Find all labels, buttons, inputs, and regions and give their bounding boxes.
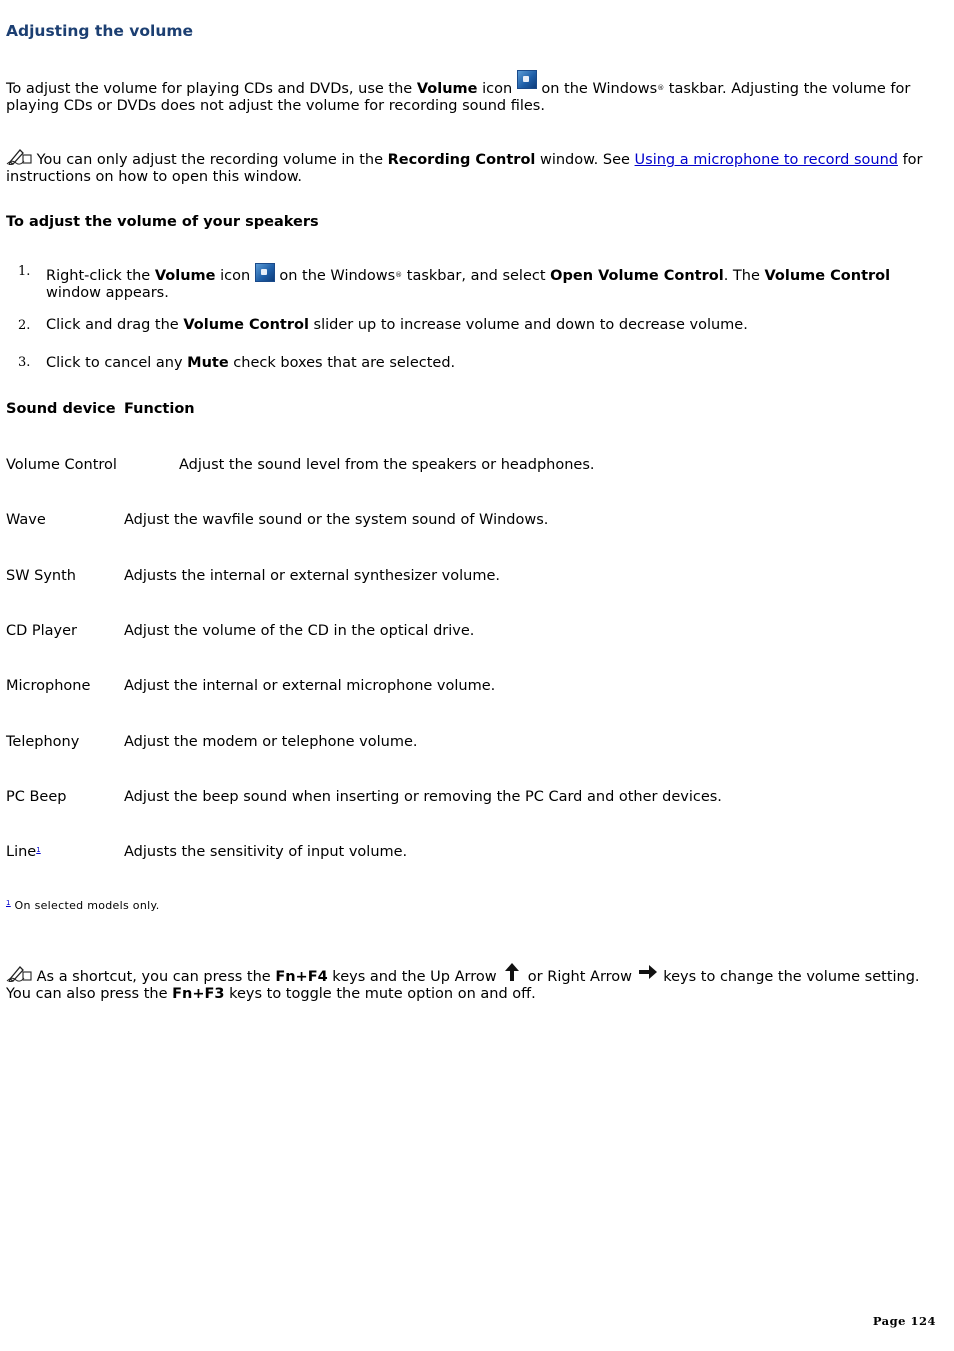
table-cell-device: Telephony xyxy=(6,734,80,750)
table-cell-device: CD Player xyxy=(6,623,78,639)
table-header-device: Sound device xyxy=(6,401,116,417)
step-number: 3. xyxy=(18,355,31,370)
footnote-link[interactable]: 1 xyxy=(36,846,41,854)
section-subheading: To adjust the volume of your speakers xyxy=(6,214,319,230)
table-cell-device: Volume Control xyxy=(6,457,117,473)
step-2: Click and drag the Volume Control slider up to increase volume and down to decrease volume. xyxy=(46,317,748,333)
footnote: $^1$ On selected models only. xyxy=(6,899,160,912)
table-cell-function: Adjust the internal or external microphone volume. xyxy=(124,678,496,694)
intro-paragraph: To adjust the volume for playing CDs and DVDs, use the Volume icon on the Windows® taskbar. Adjusting the volume for playing CDs or DVDs does not adjust the volume for recording sound files. xyxy=(6,76,941,115)
table-cell-function: Adjust the beep sound when inserting or removing the PC Card and other devices. xyxy=(124,789,722,805)
note-pencil-icon xyxy=(6,147,32,165)
step-1: Right-click the Volume icon on the Windows® taskbar, and select Open Volume Control. The Volume Control window appears. xyxy=(46,263,926,302)
table-cell-function: Adjust the volume of the CD in the optical drive. xyxy=(124,623,475,639)
up-arrow-icon xyxy=(501,961,523,983)
table-cell-function: Adjusts the sensitivity of input volume. xyxy=(124,844,408,860)
table-cell-function: Adjust the wavfile sound or the system sound of Windows. xyxy=(124,512,549,528)
footnote-marker: 1 xyxy=(6,899,11,907)
page-title: Adjusting the volume xyxy=(6,22,194,40)
table-header-function: Function xyxy=(124,401,195,417)
table-cell-device: SW Synth xyxy=(6,568,77,584)
link-microphone-record[interactable]: Using a microphone to record sound xyxy=(634,152,898,168)
table-cell-device: Wave xyxy=(6,512,46,528)
table-cell-function: Adjust the sound level from the speakers or headphones. xyxy=(179,457,595,473)
table-cell-device: PC Beep xyxy=(6,789,67,805)
table-cell-function: Adjusts the internal or external synthesizer volume. xyxy=(124,568,500,584)
volume-icon xyxy=(255,263,275,282)
right-arrow-icon xyxy=(637,961,659,983)
volume-icon xyxy=(517,70,537,89)
step-number: 2. xyxy=(18,318,31,333)
page-number: Page 124 xyxy=(872,1314,936,1328)
table-cell-function: Adjust the modem or telephone volume. xyxy=(124,734,418,750)
table-cell-device: Microphone xyxy=(6,678,91,694)
note-recording: You can only adjust the recording volume in the Recording Control window. See Using a microphone to record sound for instructions on how to open this window. xyxy=(6,147,941,186)
step-number: 1. xyxy=(18,264,31,279)
step-3: Click to cancel any Mute check boxes that are selected. xyxy=(46,355,456,371)
note-shortcut: As a shortcut, you can press the Fn+F4 keys and the Up Arrow or Right Arrow keys to change the volume setting. You can also press the Fn+F3 keys to toggle the mute option on and off. xyxy=(6,961,941,1003)
note-pencil-icon xyxy=(6,964,32,982)
table-cell-device: Line$^1$ xyxy=(6,844,41,860)
